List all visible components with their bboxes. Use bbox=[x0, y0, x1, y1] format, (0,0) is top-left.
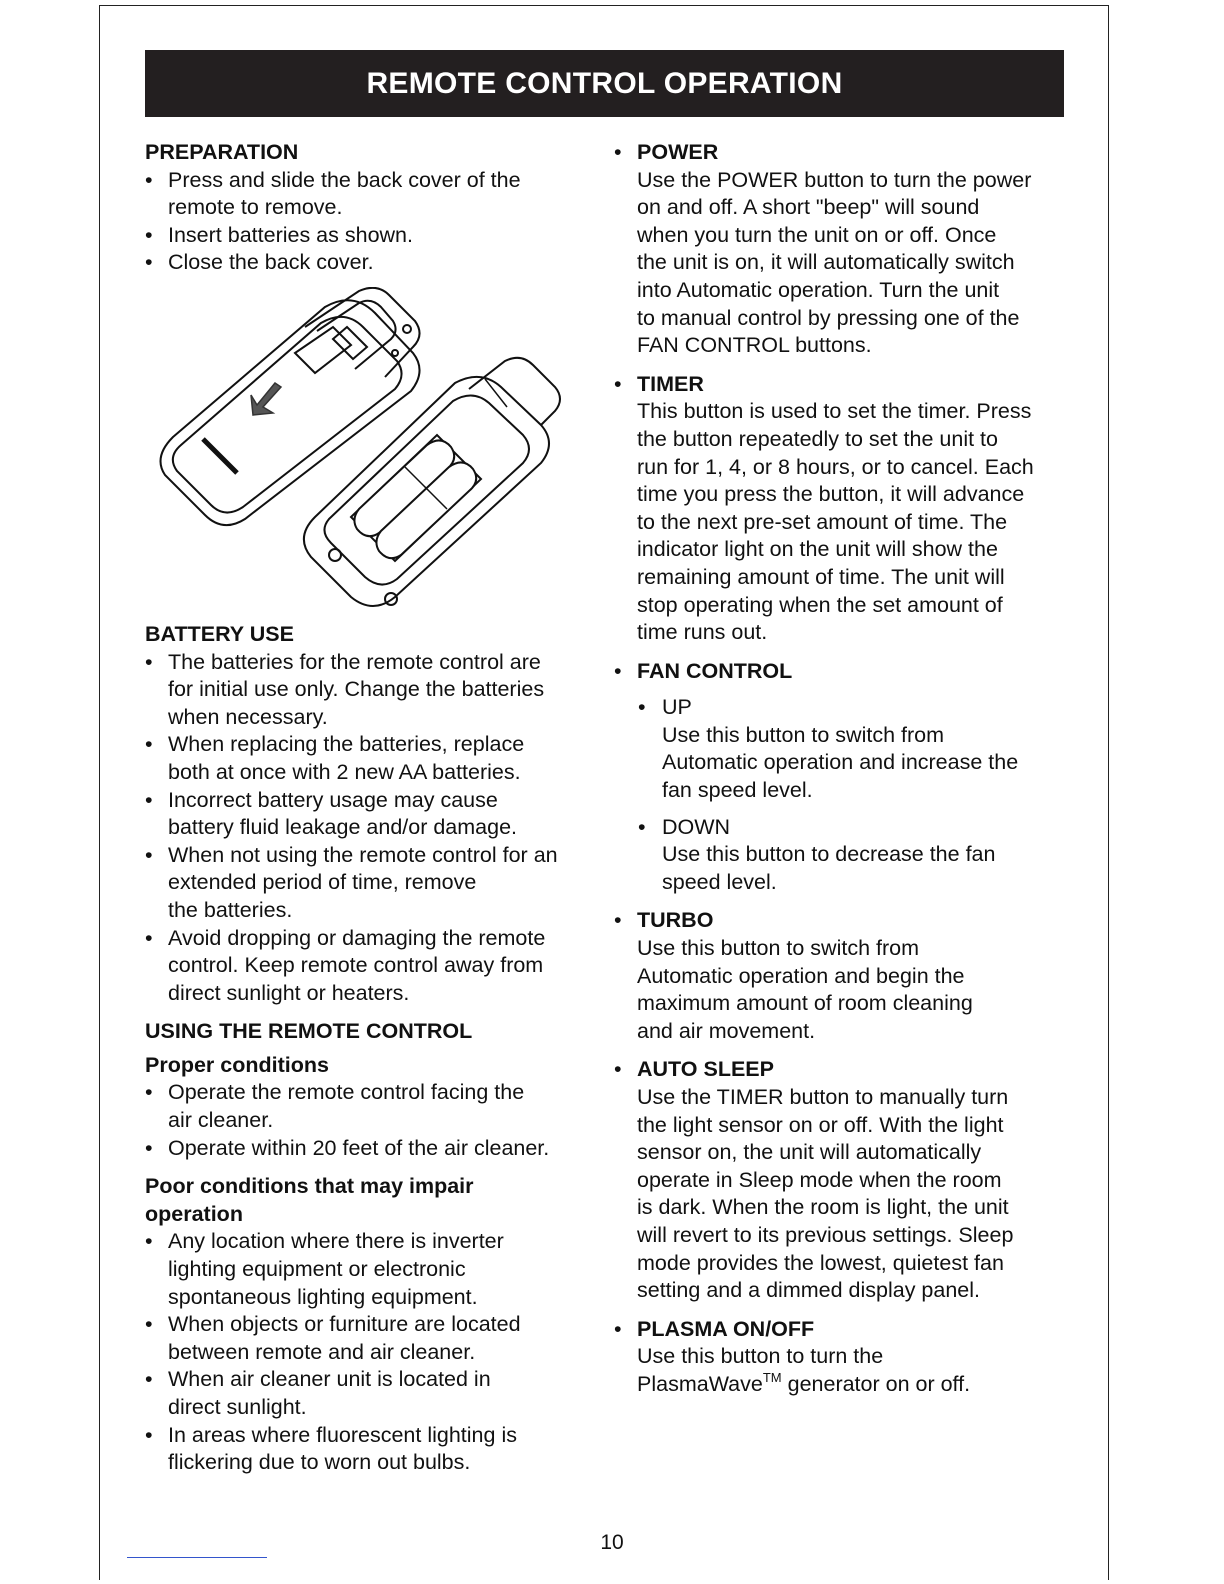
timer-heading: • TIMER bbox=[637, 371, 704, 396]
plasma-heading: • PLASMA ON/OFF bbox=[637, 1316, 815, 1341]
page-number: 10 bbox=[600, 1531, 624, 1554]
list-item: • The batteries for the remote control are for initial use only. Change the batteries when necessary. bbox=[145, 649, 595, 732]
list-item: • Insert batteries as shown. bbox=[145, 222, 595, 250]
fan-up-item: • UP Use this button to switch from Automatic operation and increase the fan speed level. bbox=[614, 694, 1074, 804]
fan-down-item: • DOWN Use this button to decrease the fan speed level. bbox=[614, 814, 1074, 897]
plasma-line: PlasmaWave™ generator on or off. bbox=[637, 1369, 971, 1396]
timer-section: • TIMER This button is used to set the timer. Press the button repeatedly to set the unit to run for 1, 4, or 8 hours, or to cancel. Each time you press the button, it will advance to the next pre-set amount of time. The indicator light on the unit will show the remaining amount of time. The unit will stop operating when the set amount of time runs out. bbox=[614, 371, 1074, 647]
plasma-section: • PLASMA ON/OFF Use this button to turn the PlasmaWave™ generator on or off. bbox=[614, 1316, 1074, 1399]
preparation-heading: PREPARATION bbox=[145, 140, 299, 164]
turbo-section: • TURBO Use this button to switch from Automatic operation and begin the maximum amount of room cleaning and air movement. bbox=[614, 907, 1074, 1045]
list-item: • Operate within 20 feet of the air cleaner. bbox=[145, 1135, 595, 1163]
list-item: • In areas where fluorescent lighting is flickering due to worn out bulbs. bbox=[145, 1422, 595, 1477]
list-item: • Any location where there is inverter lighting equipment or electronic spontaneous lighting equipment. bbox=[145, 1228, 595, 1311]
fan-control-heading: • FAN CONTROL bbox=[637, 658, 793, 683]
list-item: • Close the back cover. bbox=[145, 249, 595, 277]
auto-sleep-section: • AUTO SLEEP Use the TIMER button to manually turn the light sensor on or off. With the light sensor on, the unit will automatically operate in Sleep mode when the room is dark. When the room is light, the unit will revert to its previous settings. Sleep mode provides the lowest, quietest fan setting and a dimmed display panel. bbox=[614, 1056, 1074, 1304]
list-item: • When replacing the batteries, replace both at once with 2 new AA batteries. bbox=[145, 731, 595, 786]
list-item: • When air cleaner unit is located in direct sunlight. bbox=[145, 1366, 595, 1421]
power-section: • POWER Use the POWER button to turn the power on and off. A short "beep" will sound when you turn the unit on or off. Once the unit is on, it will automatically switch into Automatic operation. Turn the unit to manual control by pressing one of the FAN CONTROL buttons. bbox=[614, 139, 1074, 360]
page-title: REMOTE CONTROL OPERATION bbox=[366, 66, 843, 100]
auto-sleep-heading: • AUTO SLEEP bbox=[637, 1057, 774, 1082]
battery-use-heading: BATTERY USE bbox=[145, 621, 294, 646]
list-item: • When objects or furniture are located between remote and air cleaner. bbox=[145, 1311, 595, 1366]
fan-control-section bbox=[614, 658, 1074, 686]
list-item: • Operate the remote control facing the air cleaner. bbox=[145, 1079, 595, 1134]
left-column bbox=[145, 139, 595, 1477]
power-heading: • POWER bbox=[637, 140, 719, 164]
list-item: • When not using the remote control for an extended period of time, remove the batteries. bbox=[145, 842, 595, 925]
proper-conditions-heading: Proper conditions bbox=[145, 1052, 329, 1077]
turbo-heading: • TURBO bbox=[637, 908, 714, 933]
remote-battery-illustration bbox=[145, 287, 595, 625]
list-item: • Press and slide the back cover of the remote to remove. bbox=[145, 167, 595, 222]
title-banner bbox=[145, 50, 1064, 117]
using-remote-heading: USING THE REMOTE CONTROL bbox=[145, 1019, 473, 1044]
list-item: • Avoid dropping or damaging the remote control. Keep remote control away from direct sunlight or heaters. bbox=[145, 925, 595, 1008]
bottom-link-underline bbox=[127, 1557, 267, 1558]
list-item: • Incorrect battery usage may cause battery fluid leakage and/or damage. bbox=[145, 787, 595, 842]
poor-conditions-heading: Poor conditions that may impair operation bbox=[145, 1174, 474, 1226]
right-column bbox=[614, 139, 1074, 1399]
